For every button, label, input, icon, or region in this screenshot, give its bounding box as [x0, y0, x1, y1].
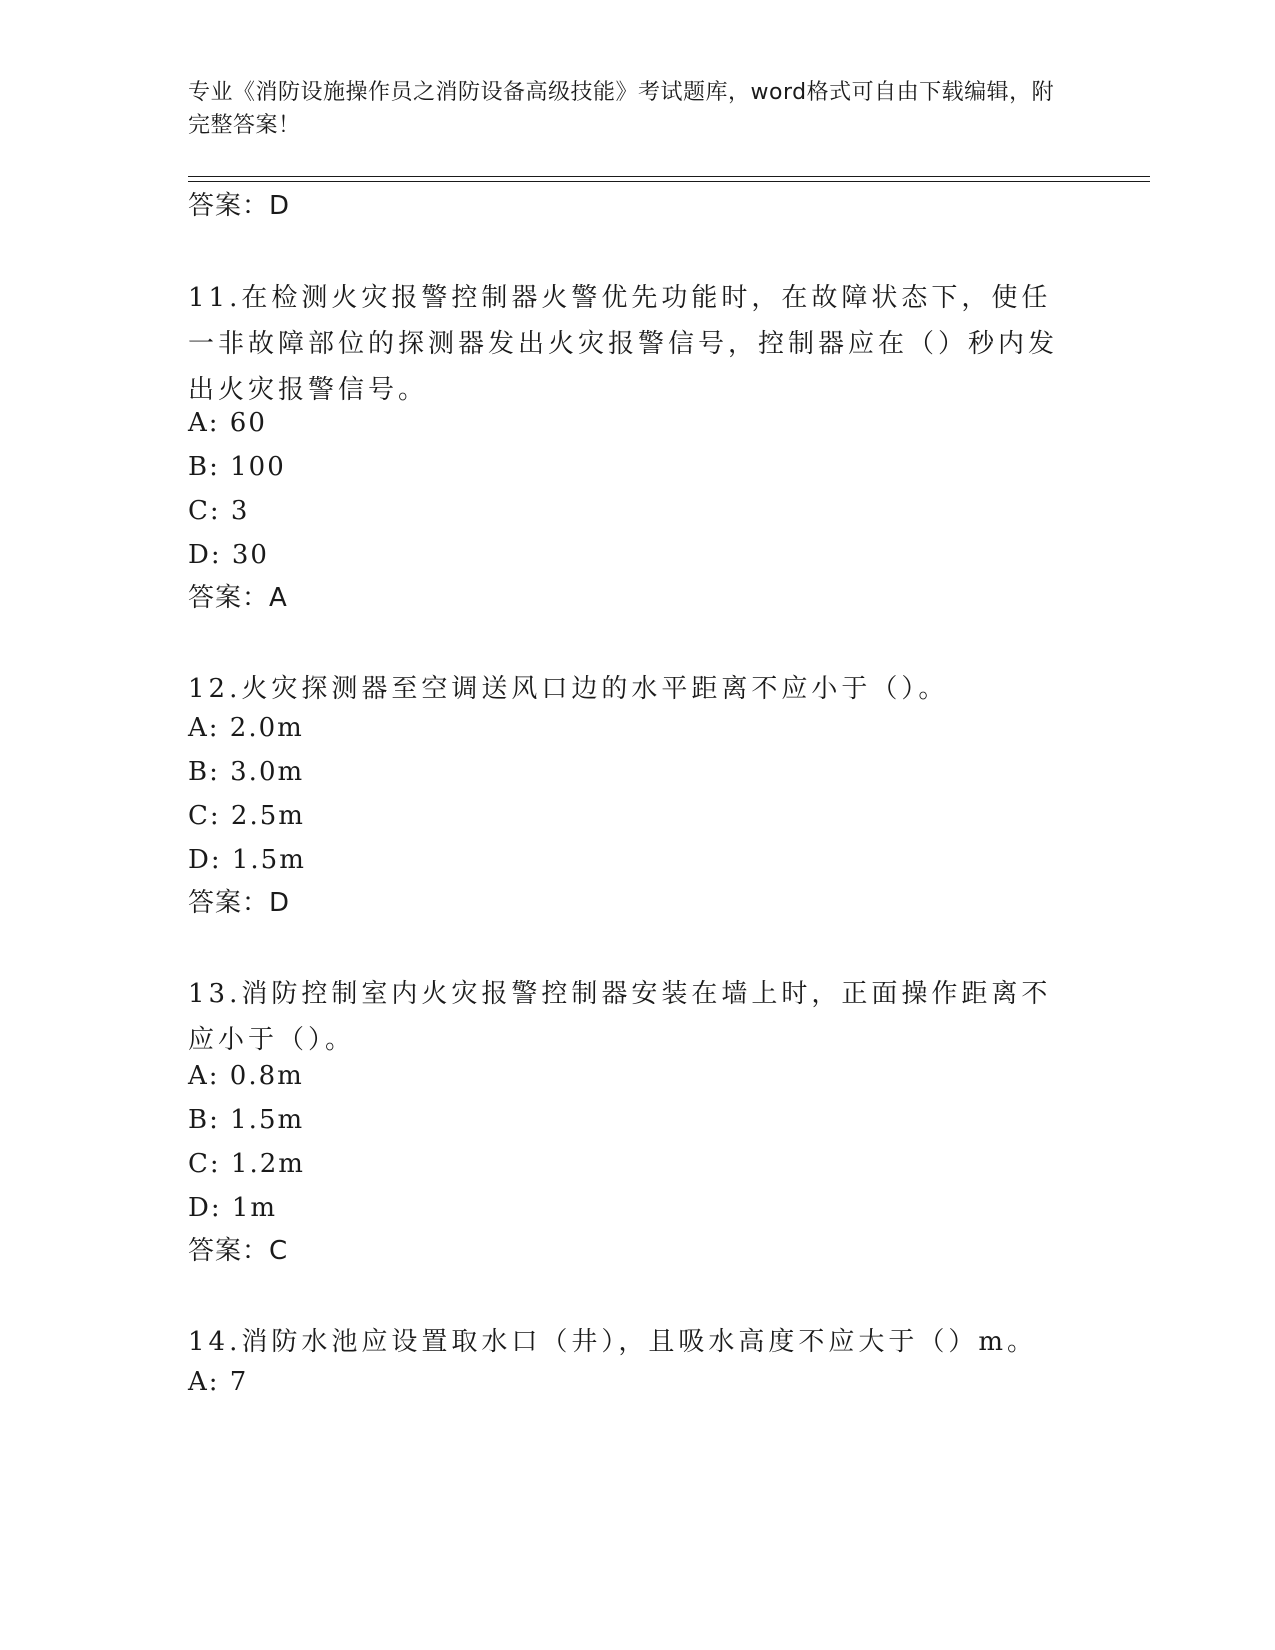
- question-13-text: 13.消防控制室内火灾报警控制器安装在墙上时，正面操作距离不应小于（）。: [188, 979, 1052, 1055]
- question-12-option-a: A: 2.0m: [188, 713, 304, 743]
- header-divider-top: [188, 176, 1150, 177]
- document-header: 专业《消防设施操作员之消防设备高级技能》考试题库，word格式可自由下载编辑，附完整答案！: [188, 80, 1055, 138]
- question-12-option-b: B: 3.0m: [188, 757, 305, 787]
- question-12-answer: 答案：D: [188, 888, 291, 918]
- question-11-text: 11.在检测火灾报警控制器火警优先功能时，在故障状态下，使任一非故障部位的探测器发出火灾报警信号，控制器应在（）秒内发出火灾报警信号。: [188, 283, 1059, 405]
- question-14-text: 14.消防水池应设置取水口（井），且吸水高度不应大于（）m。: [188, 1327, 1038, 1357]
- question-13-option-b: B: 1.5m: [188, 1105, 305, 1135]
- answer-previous: 答案：D: [188, 191, 291, 221]
- question-13-answer: 答案：C: [188, 1236, 289, 1266]
- question-11-answer: 答案：A: [188, 583, 288, 613]
- question-13-option-a: A: 0.8m: [188, 1061, 304, 1091]
- header-divider-bottom: [188, 181, 1150, 182]
- question-11-option-c: C: 3: [188, 496, 250, 526]
- question-13-option-d: D: 1m: [188, 1193, 278, 1223]
- question-12-option-c: C: 2.5m: [188, 801, 305, 831]
- question-12-option-d: D: 1.5m: [188, 845, 306, 875]
- question-12-text: 12.火灾探测器至空调送风口边的水平距离不应小于（）。: [188, 674, 949, 704]
- question-14-option-a: A: 7: [188, 1367, 249, 1397]
- question-11-option-a: A: 60: [188, 408, 267, 438]
- question-11-option-b: B: 100: [188, 452, 286, 482]
- question-13-option-c: C: 1.2m: [188, 1149, 305, 1179]
- question-11-option-d: D: 30: [188, 540, 269, 570]
